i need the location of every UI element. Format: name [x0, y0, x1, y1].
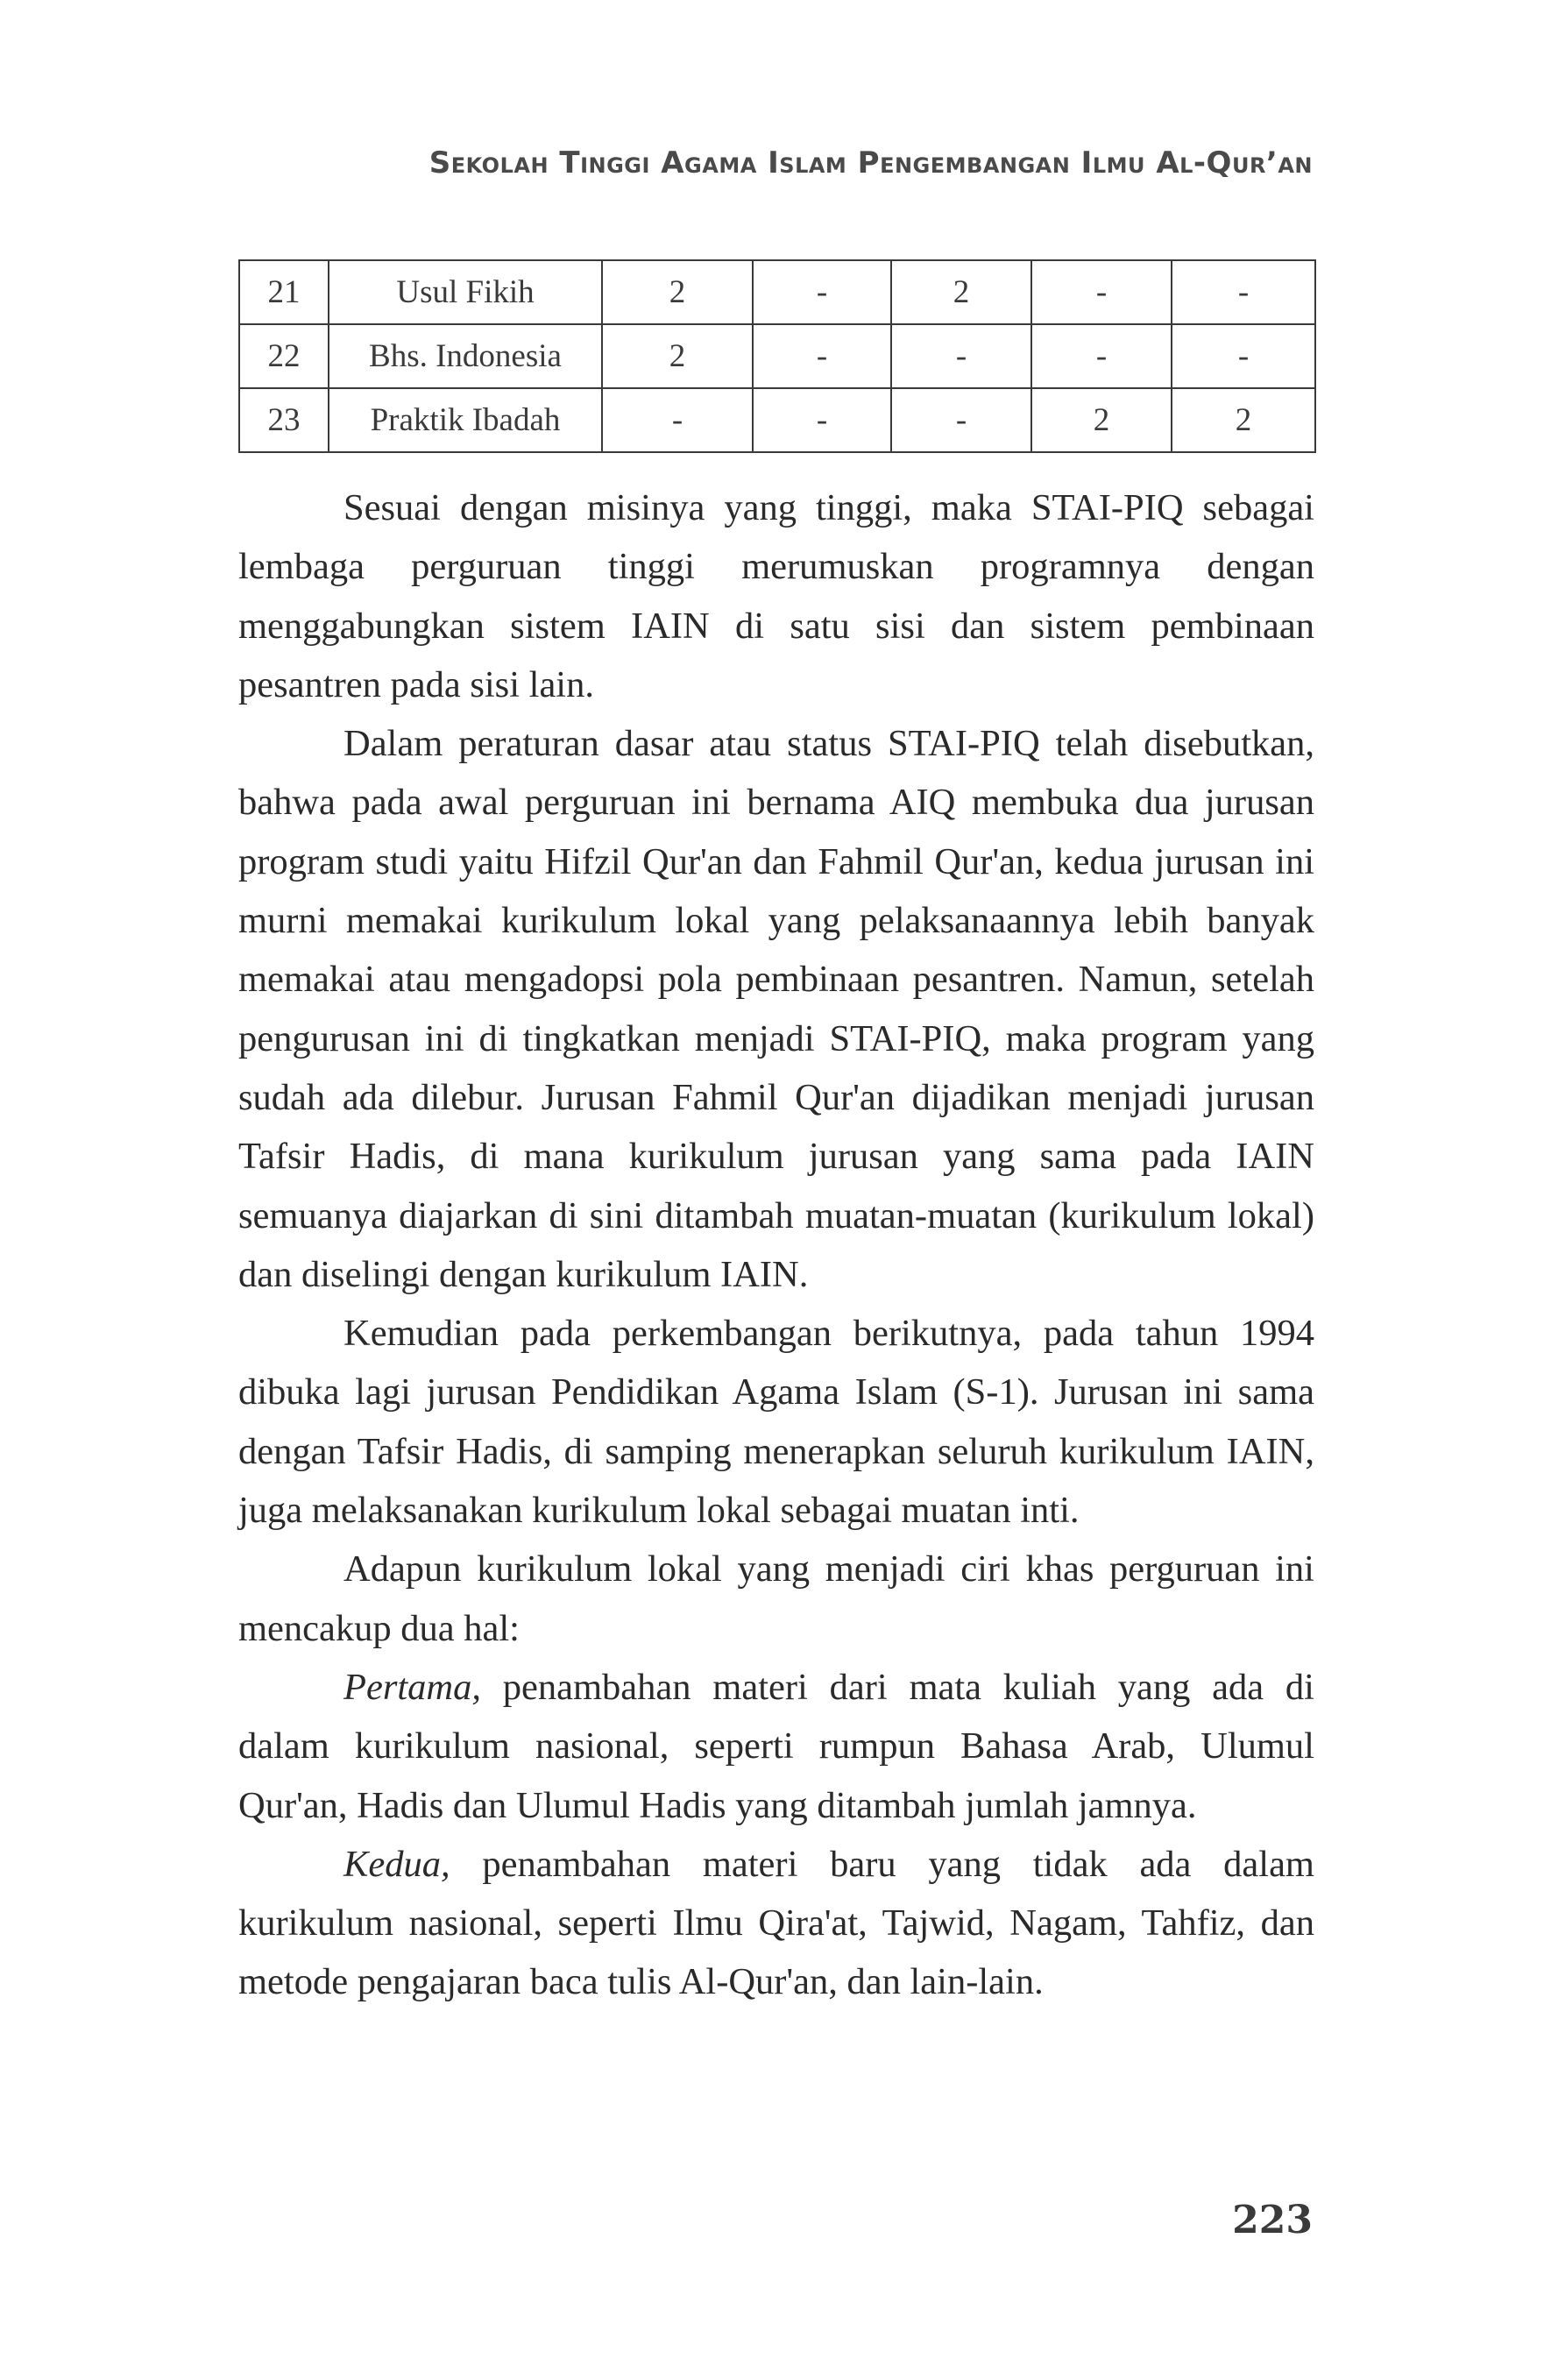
- table-cell: -: [1172, 324, 1315, 388]
- paragraph-lead: Kedua,: [343, 1843, 450, 1885]
- paragraph: Dalam peraturan dasar atau status STAI-PIQ telah disebutkan, bahwa pada awal perguruan ini bernama AIQ membuka dua jurusan program studi yaitu Hifzil Qur'an dan Fahmil Qur'an, kedua jurusan ini murni memakai kurikulum lokal yang pelaksanaannya lebih banyak memakai atau mengadopsi pola pembinaan pesantren. Namun, setelah pengurusan ini di tingkatkan menjadi STAI-PIQ, maka program yang sudah ada dilebur. Jurusan Fahmil Qur'an dijadikan menjadi jurusan Tafsir Hadis, di mana kurikulum jurusan yang sama pada IAIN semuanya diajarkan di sini ditambah muatan-muatan (kurikulum lokal) dan diselingi dengan kurikulum IAIN.: [238, 723, 1314, 1295]
- table-cell: -: [1031, 260, 1172, 324]
- curriculum-table: [238, 259, 1316, 453]
- table-row: [239, 388, 1315, 452]
- paragraph-lead: Pertama,: [343, 1666, 481, 1708]
- table-row: [239, 324, 1315, 388]
- table-cell: -: [753, 388, 891, 452]
- subject-name: Praktik Ibadah: [329, 388, 602, 452]
- paragraph: [238, 1835, 1314, 2012]
- row-number: 22: [239, 324, 329, 388]
- paragraph-text: penambahan materi dari mata kuliah yang ada di dalam kurikulum nasional, seperti rumpun Bahasa Arab, Ulumul Qur'an, Hadis dan Ulumul Hadis yang ditambah jumlah jamnya.: [238, 1666, 1314, 1826]
- table-cell: 2: [602, 324, 753, 388]
- subject-name: Bhs. Indonesia: [329, 324, 602, 388]
- table-cell: -: [891, 324, 1031, 388]
- subject-name: Usul Fikih: [329, 260, 602, 324]
- table-row: [239, 260, 1315, 324]
- table-cell: -: [602, 388, 753, 452]
- paragraph: [238, 1658, 1314, 1835]
- paragraph: Sesuai dengan misinya yang tinggi, maka STAI-PIQ sebagai lembaga perguruan tinggi merumuskan programnya dengan menggabungkan sistem IAIN di satu sisi dan sistem pembinaan pesantren pada sisi lain.: [238, 487, 1314, 705]
- row-number: 23: [239, 388, 329, 452]
- table-cell: 2: [602, 260, 753, 324]
- paragraph-text: penambahan materi baru yang tidak ada dalam kurikulum nasional, seperti Ilmu Qira'at, Tajwid, Nagam, Tahfiz, dan metode pengajaran baca tulis Al-Qur'an, dan lain-lain.: [238, 1843, 1314, 2003]
- table-cell: -: [891, 388, 1031, 452]
- table-cell: -: [1031, 324, 1172, 388]
- row-number: 21: [239, 260, 329, 324]
- body-text: [238, 478, 1314, 2012]
- table-cell: 2: [891, 260, 1031, 324]
- paragraph: Kemudian pada perkembangan berikutnya, pada tahun 1994 dibuka lagi jurusan Pendidikan Agama Islam (S-1). Jurusan ini sama dengan Tafsir Hadis, di samping menerapkan seluruh kurikulum IAIN, juga melaksanakan kurikulum lokal sebagai muatan inti.: [238, 1313, 1314, 1532]
- table-cell: 2: [1031, 388, 1172, 452]
- running-header: Sekolah Tinggi Agama Islam Pengembangan Ilmu Al-Qur’an: [428, 145, 1313, 181]
- paragraph: Adapun kurikulum lokal yang menjadi ciri khas perguruan ini mencakup dua hal:: [238, 1548, 1314, 1649]
- table-cell: -: [753, 260, 891, 324]
- page-number: 223: [1232, 2198, 1313, 2242]
- table-cell: -: [1172, 260, 1315, 324]
- table-cell: -: [753, 324, 891, 388]
- table-cell: 2: [1172, 388, 1315, 452]
